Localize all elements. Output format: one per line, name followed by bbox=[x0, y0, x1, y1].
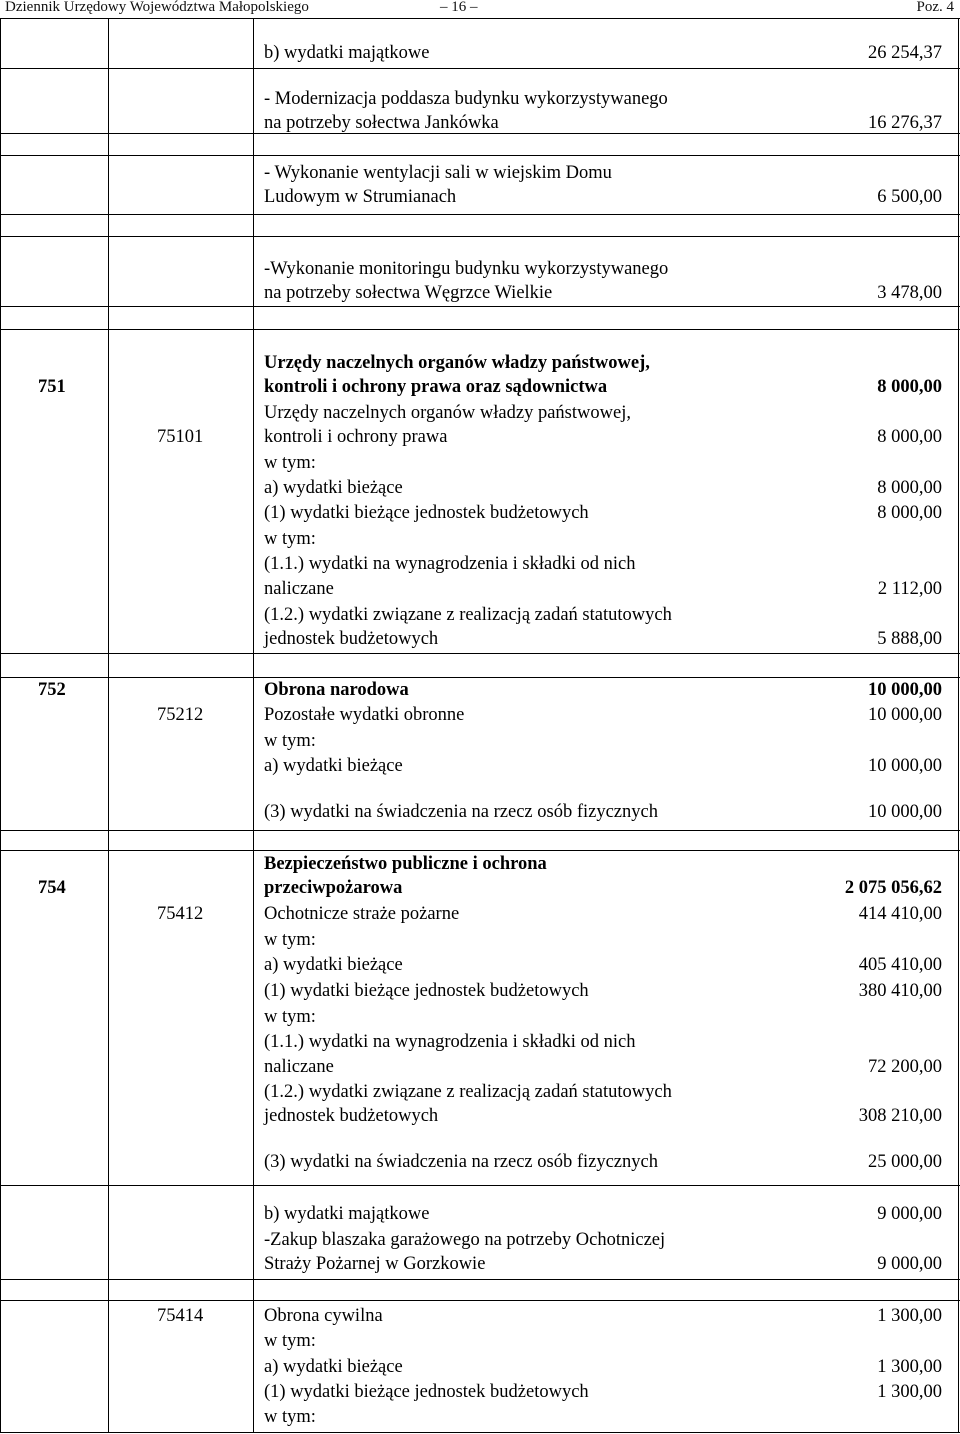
row-amount: 9 000,00 bbox=[877, 1254, 942, 1274]
row-label: Ludowym w Strumianach bbox=[264, 187, 457, 207]
row-label: (1.2.) wydatki związane z realizacją zadań statutowych bbox=[264, 605, 672, 625]
subsection-code: 75212 bbox=[157, 705, 204, 725]
row-label: a) wydatki bieżące bbox=[264, 1357, 403, 1377]
row-label: (3) wydatki na świadczenia na rzecz osób fizycznych bbox=[264, 802, 658, 822]
section-amount: 10 000,00 bbox=[868, 680, 942, 700]
section-label: kontroli i ochrony prawa oraz sądownictwa bbox=[264, 377, 608, 397]
row-label: naliczane bbox=[264, 1057, 334, 1077]
row-label: w tym: bbox=[264, 1007, 316, 1027]
row-amount: 10 000,00 bbox=[868, 756, 942, 776]
row-amount: 16 276,37 bbox=[868, 113, 942, 133]
row-label: w tym: bbox=[264, 453, 316, 473]
row-amount: 10 000,00 bbox=[868, 802, 942, 822]
section-amount: 8 000,00 bbox=[877, 377, 942, 397]
section-code: 754 bbox=[38, 878, 66, 898]
section-code: 752 bbox=[38, 680, 66, 700]
row-amount: 26 254,37 bbox=[868, 43, 942, 63]
page-number: – 16 – bbox=[440, 0, 478, 15]
row-amount: 8 000,00 bbox=[877, 503, 942, 523]
row-amount: 6 500,00 bbox=[877, 187, 942, 207]
row-label: na potrzeby sołectwa Węgrzce Wielkie bbox=[264, 283, 553, 303]
row-label: - Wykonanie wentylacji sali w wiejskim Domu bbox=[264, 163, 612, 183]
row-label: Pozostałe wydatki obronne bbox=[264, 705, 465, 725]
row-label: kontroli i ochrony prawa bbox=[264, 427, 448, 447]
row-label: (1) wydatki bieżące jednostek budżetowych bbox=[264, 503, 589, 523]
row-label: (1) wydatki bieżące jednostek budżetowych bbox=[264, 1382, 589, 1402]
journal-title: Dziennik Urzędowy Województwa Małopolskiego bbox=[5, 0, 309, 15]
row-label: Straży Pożarnej w Gorzkowie bbox=[264, 1254, 486, 1274]
position-number: Poz. 4 bbox=[916, 0, 954, 15]
row-amount: 1 300,00 bbox=[877, 1382, 942, 1402]
row-label: b) wydatki majątkowe bbox=[264, 1204, 430, 1224]
row-label: Urzędy naczelnych organów władzy państwowej, bbox=[264, 403, 631, 423]
subsection-code: 75101 bbox=[157, 427, 204, 447]
section-label: Bezpieczeństwo publiczne i ochrona bbox=[264, 854, 547, 874]
row-amount: 3 478,00 bbox=[877, 283, 942, 303]
row-label: (1.1.) wydatki na wynagrodzenia i składki od nich bbox=[264, 1032, 636, 1052]
row-label: -Wykonanie monitoringu budynku wykorzystywanego bbox=[264, 259, 669, 279]
row-label: Obrona cywilna bbox=[264, 1306, 383, 1326]
section-label: Obrona narodowa bbox=[264, 680, 409, 700]
section-label: przeciwpożarowa bbox=[264, 878, 403, 898]
row-amount: 8 000,00 bbox=[877, 427, 942, 447]
row-amount: 414 410,00 bbox=[858, 904, 942, 924]
row-label: b) wydatki majątkowe bbox=[264, 43, 430, 63]
row-amount: 8 000,00 bbox=[877, 478, 942, 498]
row-amount: 380 410,00 bbox=[858, 981, 942, 1001]
row-label: jednostek budżetowych bbox=[264, 1106, 439, 1126]
row-label: w tym: bbox=[264, 930, 316, 950]
row-label: a) wydatki bieżące bbox=[264, 756, 403, 776]
row-amount: 1 300,00 bbox=[877, 1357, 942, 1377]
row-label: (3) wydatki na świadczenia na rzecz osób fizycznych bbox=[264, 1152, 658, 1172]
row-label: -Zakup blaszaka garażowego na potrzeby Ochotniczej bbox=[264, 1230, 666, 1250]
row-amount: 72 200,00 bbox=[868, 1057, 942, 1077]
section-code: 751 bbox=[38, 377, 66, 397]
row-label: jednostek budżetowych bbox=[264, 629, 439, 649]
section-amount: 2 075 056,62 bbox=[844, 878, 942, 898]
section-label: Urzędy naczelnych organów władzy państwowej, bbox=[264, 353, 650, 373]
row-label: w tym: bbox=[264, 1331, 316, 1351]
row-label: (1.1.) wydatki na wynagrodzenia i składki od nich bbox=[264, 554, 636, 574]
row-label: na potrzeby sołectwa Jankówka bbox=[264, 113, 499, 133]
row-label: naliczane bbox=[264, 579, 334, 599]
row-amount: 1 300,00 bbox=[877, 1306, 942, 1326]
row-label: w tym: bbox=[264, 529, 316, 549]
row-label: (1) wydatki bieżące jednostek budżetowych bbox=[264, 981, 589, 1001]
row-amount: 9 000,00 bbox=[877, 1204, 942, 1224]
row-amount: 2 112,00 bbox=[877, 579, 942, 599]
row-label: - Modernizacja poddasza budynku wykorzystywanego bbox=[264, 89, 668, 109]
page-header bbox=[5, 0, 954, 18]
subsection-code: 75412 bbox=[157, 904, 204, 924]
row-label: w tym: bbox=[264, 731, 316, 751]
row-amount: 5 888,00 bbox=[877, 629, 942, 649]
row-label: Ochotnicze straże pożarne bbox=[264, 904, 460, 924]
row-label: w tym: bbox=[264, 1407, 316, 1427]
subsection-code: 75414 bbox=[157, 1306, 204, 1326]
row-amount: 10 000,00 bbox=[868, 705, 942, 725]
row-amount: 308 210,00 bbox=[858, 1106, 942, 1126]
row-amount: 405 410,00 bbox=[858, 955, 942, 975]
row-label: a) wydatki bieżące bbox=[264, 478, 403, 498]
row-amount: 25 000,00 bbox=[868, 1152, 942, 1172]
row-label: (1.2.) wydatki związane z realizacją zadań statutowych bbox=[264, 1082, 672, 1102]
row-label: a) wydatki bieżące bbox=[264, 955, 403, 975]
